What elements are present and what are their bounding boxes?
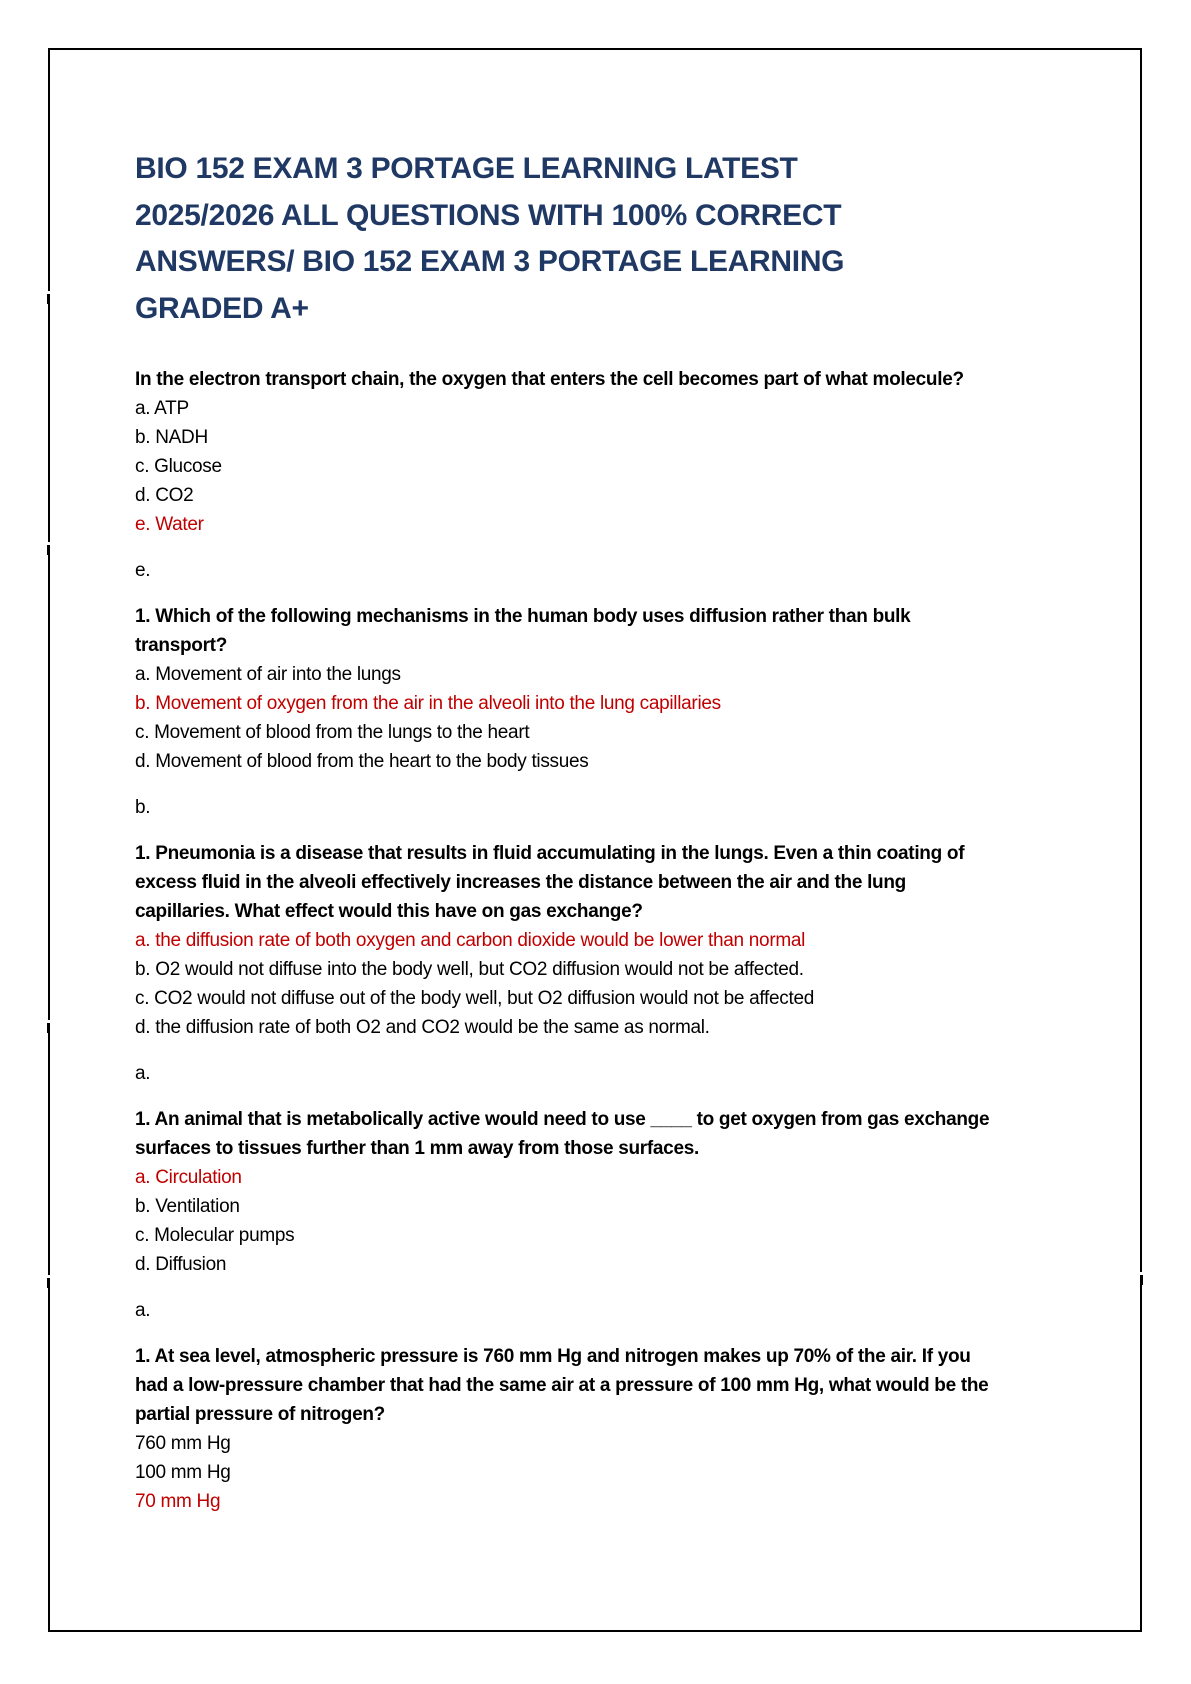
document-title	[135, 146, 1110, 332]
frame-joint-mark	[1139, 1272, 1143, 1275]
option-line: b. NADH	[135, 427, 208, 448]
correct-answer-line: 70 mm Hg	[135, 1491, 221, 1512]
option-line: a. ATP	[135, 398, 189, 419]
question-text-line: had a low-pressure chamber that had the same air at a pressure of 100 mm Hg, what would be the	[135, 1375, 989, 1396]
answer-letter-block	[135, 1296, 1110, 1325]
question-text-line: excess fluid in the alveoli effectively increases the distance between the air and the lung	[135, 872, 906, 893]
question-text-line: transport?	[135, 635, 228, 656]
question-block	[135, 365, 1110, 539]
document-content	[135, 50, 1110, 1516]
option-line: c. Glucose	[135, 456, 222, 477]
correct-answer-line: a. the diffusion rate of both oxygen and carbon dioxide would be lower than normal	[135, 930, 806, 951]
option-line: e.	[135, 560, 151, 581]
question-text-line: 1. Pneumonia is a disease that results in fluid accumulating in the lungs. Even a thin coating of	[135, 843, 965, 864]
question-block	[135, 602, 1110, 776]
option-line: d. the diffusion rate of both O2 and CO2 would be the same as normal.	[135, 1017, 710, 1038]
title-line: GRADED A+	[135, 291, 309, 325]
option-line: b. O2 would not diffuse into the body well, but CO2 diffusion would not be affected.	[135, 959, 804, 980]
option-line: d. Diffusion	[135, 1254, 227, 1275]
question-text-line: In the electron transport chain, the oxygen that enters the cell becomes part of what molecule?	[135, 369, 964, 390]
option-line: c. Movement of blood from the lungs to the heart	[135, 722, 530, 743]
correct-answer-line: a. Circulation	[135, 1167, 242, 1188]
frame-joint-mark	[47, 291, 51, 294]
question-block	[135, 1342, 1110, 1516]
option-line: c. CO2 would not diffuse out of the body well, but O2 diffusion would not be affected	[135, 988, 815, 1009]
title-line: 2025/2026 ALL QUESTIONS WITH 100% CORRECT	[135, 198, 842, 232]
question-text-line: 1. Which of the following mechanisms in the human body uses diffusion rather than bulk	[135, 606, 911, 627]
option-line: 760 mm Hg	[135, 1433, 231, 1454]
question-list	[135, 365, 1110, 1516]
option-line: b.	[135, 797, 151, 818]
frame-joint-mark	[47, 1275, 51, 1278]
option-line: 100 mm Hg	[135, 1462, 231, 1483]
frame-joint-mark	[47, 1020, 51, 1023]
answer-letter-block	[135, 1059, 1110, 1088]
correct-answer-line: e. Water	[135, 514, 204, 535]
correct-answer-line: b. Movement of oxygen from the air in the alveoli into the lung capillaries	[135, 693, 721, 714]
question-block	[135, 839, 1110, 1042]
question-text-line: partial pressure of nitrogen?	[135, 1404, 385, 1425]
frame-joint-mark	[47, 542, 51, 545]
question-text-line: 1. At sea level, atmospheric pressure is 760 mm Hg and nitrogen makes up 70% of the air. If you	[135, 1346, 971, 1367]
option-line: d. Movement of blood from the heart to the body tissues	[135, 751, 589, 772]
title-line: ANSWERS/ BIO 152 EXAM 3 PORTAGE LEARNING	[135, 245, 845, 278]
question-text-line: capillaries. What effect would this have on gas exchange?	[135, 901, 643, 922]
answer-letter-block	[135, 556, 1110, 585]
option-line: d. CO2	[135, 485, 194, 506]
option-line: a. Movement of air into the lungs	[135, 664, 401, 685]
answer-letter-block	[135, 793, 1110, 822]
option-line: a.	[135, 1300, 151, 1321]
question-text-line: surfaces to tissues further than 1 mm away from those surfaces.	[135, 1138, 699, 1159]
question-text-line: 1. An animal that is metabolically active would need to use ____ to get oxygen from gas exchange	[135, 1109, 990, 1130]
option-line: a.	[135, 1063, 151, 1084]
option-line: b. Ventilation	[135, 1196, 240, 1217]
option-line: c. Molecular pumps	[135, 1225, 295, 1246]
question-block	[135, 1105, 1110, 1279]
title-line: BIO 152 EXAM 3 PORTAGE LEARNING LATEST	[135, 152, 798, 185]
